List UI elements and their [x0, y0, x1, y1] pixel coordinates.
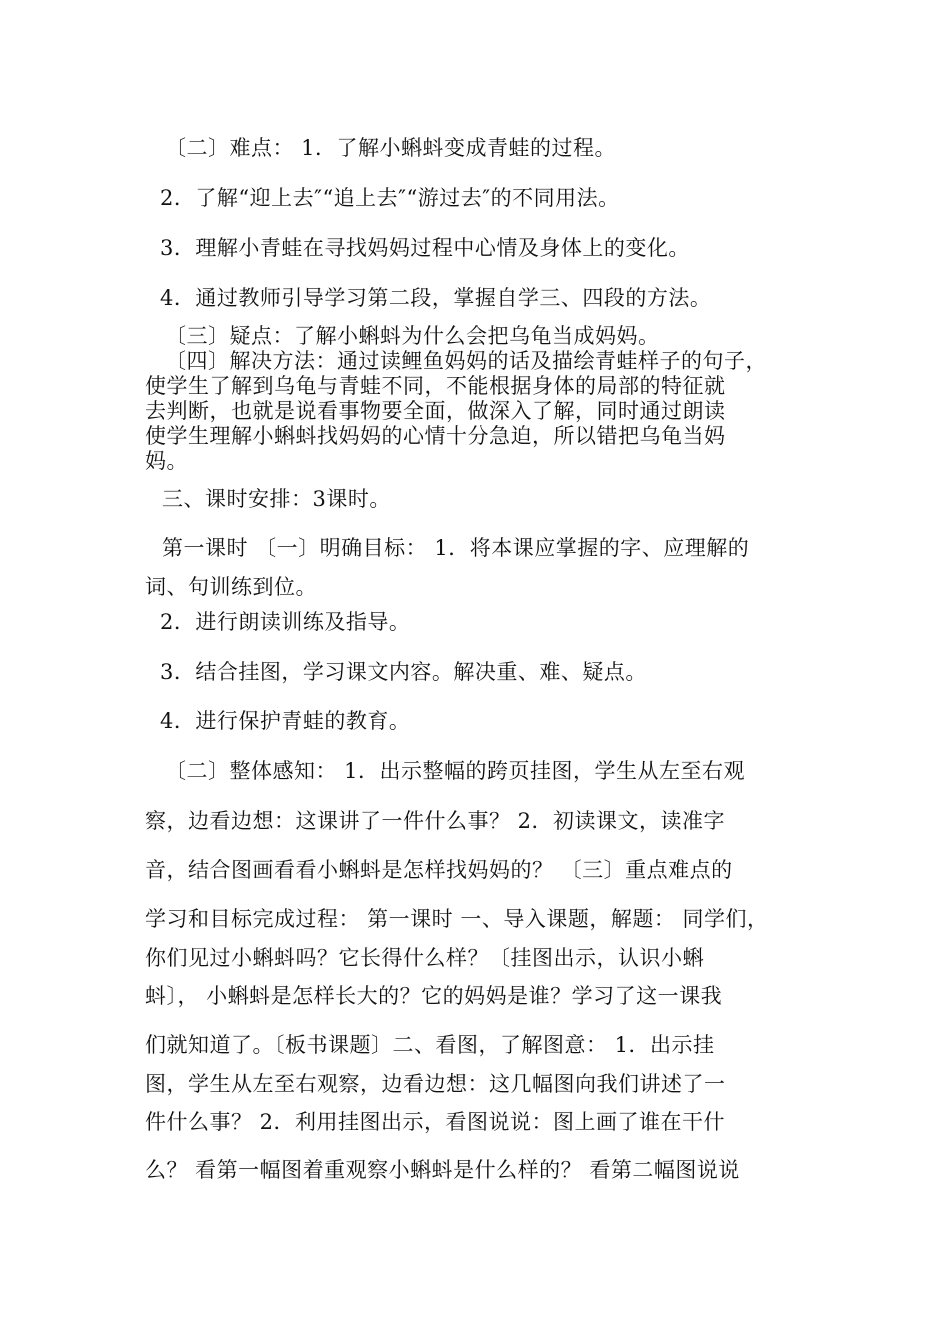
text-line-9: 使学生理解小蝌蚪找妈妈的心情十分急迫，所以错把乌龟当妈 — [145, 424, 726, 448]
text-line-16: 4．进行保护青蛙的教育。 — [160, 709, 411, 733]
text-line-11: 三、课时安排：3课时。 — [162, 487, 391, 511]
text-line-3: 3．理解小青蛙在寻找妈妈过程中心情及身体上的变化。 — [160, 236, 690, 260]
text-line-12: 第一课时 〔一〕明确目标： 1．将本课应掌握的字、应理解的 — [162, 536, 750, 560]
text-line-10: 妈。 — [145, 449, 188, 473]
text-line-24: 图，学生从左至右观察，边看边想：这几幅图向我们讲述了一 — [145, 1072, 726, 1096]
text-line-18: 察，边看边想：这课讲了一件什么事？ 2．初读课文，读准字 — [145, 809, 726, 833]
text-line-14: 2．进行朗读训练及指导。 — [160, 610, 411, 634]
text-line-22: 蚪〕， 小蝌蚪是怎样长大的？它的妈妈是谁？学习了这一课我 — [145, 984, 723, 1008]
text-line-19: 音，结合图画看看小蝌蚪是怎样找妈妈的？ 〔三〕重点难点的 — [145, 858, 733, 882]
text-line-6: 〔四〕解决方法：通过读鲤鱼妈妈的话及描绘青蛙样子的句子， — [165, 349, 767, 373]
text-line-2: 2．了解“迎上去″“追上去″“游过去″的不同用法。 — [160, 186, 620, 210]
text-line-26: 么？ 看第一幅图着重观察小蝌蚪是什么样的？ 看第二幅图说说 — [145, 1158, 740, 1182]
text-line-8: 去判断，也就是说看事物要全面，做深入了解，同时通过朗读 — [145, 399, 726, 423]
text-line-7: 使学生了解到乌龟与青蛙不同，不能根据身体的局部的特征就 — [145, 374, 726, 398]
text-line-13: 词、句训练到位。 — [145, 575, 317, 599]
text-line-17: 〔二〕整体感知： 1．出示整幅的跨页挂图，学生从左至右观 — [165, 759, 746, 783]
text-line-20: 学习和目标完成过程： 第一课时 一、导入课题，解题： 同学们， — [145, 907, 769, 931]
text-line-23: 们就知道了。〔板书课题〕二、看图，了解图意： 1．出示挂 — [145, 1033, 715, 1057]
text-line-4: 4．通过教师引导学习第二段，掌握自学三、四段的方法。 — [160, 286, 712, 310]
text-line-25: 件什么事？ 2．利用挂图出示，看图说说：图上画了谁在干什 — [145, 1110, 726, 1134]
text-line-1: 〔二〕难点： 1．了解小蝌蚪变成青蛙的过程。 — [165, 136, 617, 160]
text-line-5: 〔三〕疑点：了解小蝌蚪为什么会把乌龟当成妈妈。 — [165, 324, 660, 348]
text-line-21: 你们见过小蝌蚪吗？它长得什么样？〔挂图出示，认识小蝌 — [145, 946, 704, 970]
text-line-15: 3．结合挂图，学习课文内容。解决重、难、疑点。 — [160, 660, 647, 684]
